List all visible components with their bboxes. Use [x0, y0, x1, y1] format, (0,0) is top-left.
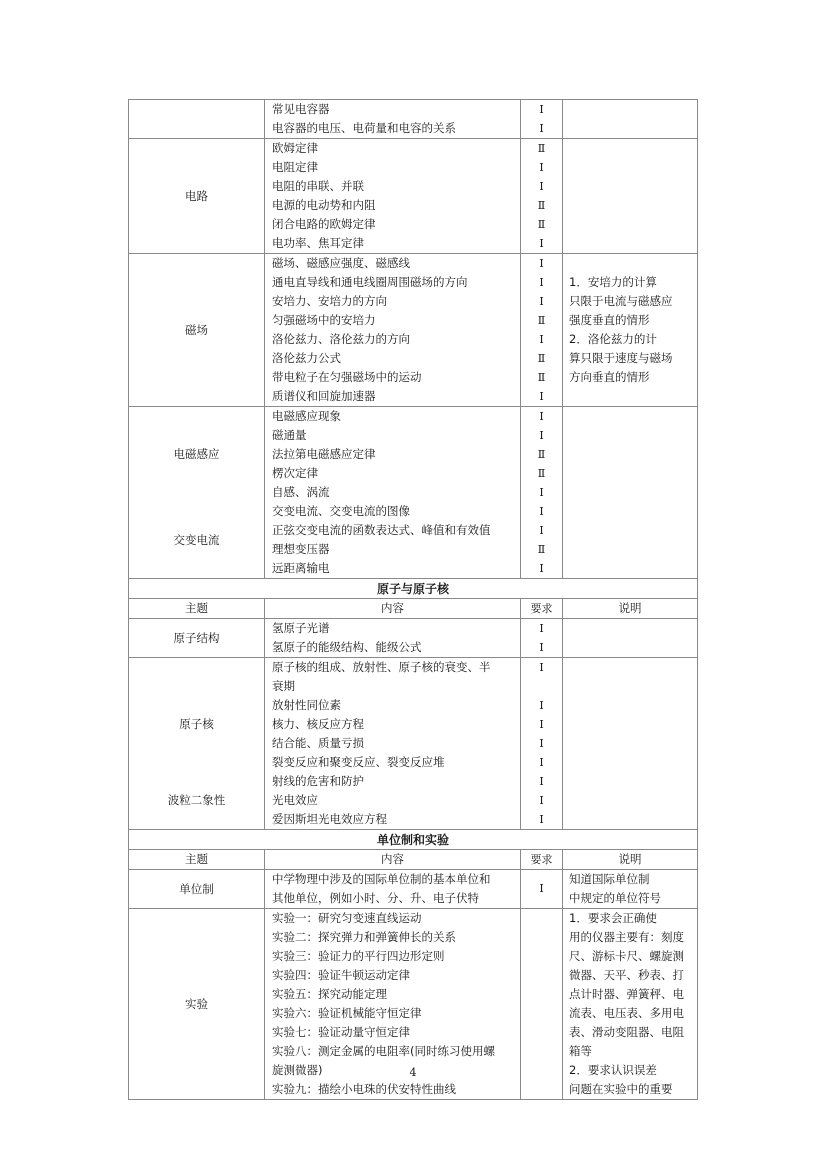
- content-item: 电阻的串联、并联: [272, 179, 364, 193]
- content-item: 实验五：探究动能定理: [272, 987, 387, 1001]
- level-item: Ⅰ: [539, 103, 544, 116]
- header-note: 说明: [618, 601, 642, 615]
- note-line: 算只限于速度与磁场: [569, 351, 673, 365]
- content-item: 带电粒子在匀强磁场中的运动: [272, 370, 422, 384]
- content-item: 法拉第电磁感应定律: [272, 447, 376, 461]
- header-note: 说明: [618, 852, 642, 866]
- note-line: 2．要求认识误差: [569, 1063, 657, 1077]
- level-item: Ⅱ: [537, 142, 546, 155]
- topic-label: 实验: [185, 996, 208, 1011]
- topic-cell: [129, 139, 265, 253]
- note-line: 表、滑动变阻器、电阻: [569, 1025, 684, 1039]
- level-item: Ⅰ: [539, 257, 544, 270]
- note-line: 流表、电压表、多用电: [569, 1006, 684, 1020]
- content-item: 远距离输电: [272, 561, 330, 575]
- level-item: Ⅱ: [537, 467, 546, 480]
- table-row: [128, 253, 698, 406]
- content-item: 磁场、磁感应强度、磁感线: [272, 256, 410, 270]
- topic-cell: [129, 870, 265, 908]
- level-cell: [521, 619, 563, 657]
- level-item: Ⅰ: [539, 180, 544, 193]
- level-item: Ⅱ: [537, 352, 546, 365]
- content-item: 放射性同位素: [272, 698, 341, 712]
- content-item: 射线的危害和防护: [272, 774, 364, 788]
- level-item: Ⅰ: [539, 775, 544, 788]
- note-line: 微器、天平、秒表、打: [569, 968, 684, 982]
- content-item: 实验一：研究匀变速直线运动: [272, 911, 422, 925]
- content-item: 匀强磁场中的安培力: [272, 313, 376, 327]
- header-level: 要求: [530, 602, 553, 615]
- content-cell: [265, 254, 521, 406]
- level-item: Ⅰ: [539, 756, 544, 769]
- note-cell: [563, 139, 697, 253]
- content-cell: [265, 870, 521, 908]
- topic-label: 电路: [185, 188, 208, 203]
- table-row: [128, 869, 698, 908]
- topic-label: 交变电流: [173, 532, 220, 547]
- header-content-cell: [265, 850, 521, 869]
- section-title: 单位制和实验: [128, 829, 698, 849]
- content-item: 实验三：验证力的平行四边形定则: [272, 949, 445, 963]
- content-cell: [265, 139, 521, 253]
- content-item: 原子核的组成、放射性、原子核的衰变、半: [272, 660, 491, 674]
- content-item: 实验二：探究弹力和弹簧伸长的关系: [272, 930, 456, 944]
- note-cell: [563, 254, 697, 406]
- level-item: Ⅰ: [539, 161, 544, 174]
- note-line: 箱等: [569, 1044, 592, 1058]
- level-cell: [521, 139, 563, 253]
- content-item: 交变电流、交变电流的图像: [272, 504, 410, 518]
- table-row: [128, 99, 698, 138]
- page-number: 4: [409, 1066, 417, 1079]
- level-item: Ⅰ: [539, 122, 544, 135]
- level-item: Ⅰ: [539, 486, 544, 499]
- note-line: 知道国际单位制: [569, 872, 650, 886]
- note-spacer: [563, 254, 697, 273]
- topic-cell: [129, 254, 265, 406]
- topic-label: 原子核: [179, 717, 214, 731]
- level-item: Ⅰ: [539, 295, 544, 308]
- level-item: Ⅰ: [539, 276, 544, 289]
- topic-cell: [129, 658, 265, 829]
- content-item: 裂变反应和聚变反应、裂变反应堆: [272, 755, 445, 769]
- table-row: [128, 618, 698, 657]
- level-item: Ⅱ: [537, 448, 546, 461]
- topic-label: 电磁感应: [173, 447, 220, 461]
- table-row: [128, 657, 698, 829]
- level-item: Ⅰ: [539, 410, 544, 423]
- note-line: 只限于电流与磁感应: [569, 294, 673, 308]
- content-item: 爱因斯坦光电效应方程: [272, 812, 387, 826]
- topic-label: 原子结构: [173, 630, 220, 645]
- header-topic: 主题: [185, 852, 208, 866]
- note-line: 问题在实验中的重要: [569, 1082, 673, 1096]
- level-item: Ⅰ: [539, 333, 544, 346]
- level-item: Ⅰ: [539, 429, 544, 442]
- content-item: 常见电容器: [272, 102, 330, 116]
- content-item: 旋测微器): [272, 1063, 323, 1077]
- level-item: Ⅱ: [537, 218, 546, 231]
- content-item: 磁通量: [272, 428, 307, 442]
- note-line: 1．安培力的计算: [569, 275, 657, 289]
- level-item: Ⅰ: [539, 737, 544, 750]
- note-line: 尺、游标卡尺、螺旋测: [569, 949, 684, 963]
- level-item: Ⅰ: [539, 882, 544, 895]
- note-line: 1．要求会正确使: [569, 911, 657, 925]
- level-cell: [521, 658, 563, 829]
- level-item: Ⅰ: [539, 622, 544, 635]
- level-item: Ⅰ: [539, 699, 544, 712]
- content-item: 楞次定律: [272, 466, 318, 480]
- note-line: 2．洛伦兹力的计: [569, 332, 657, 346]
- content-item: 电功率、焦耳定律: [272, 236, 364, 250]
- content-item: 实验六：验证机械能守恒定律: [272, 1006, 422, 1020]
- content-item: 结合能、质量亏损: [272, 736, 364, 750]
- table-row: [128, 138, 698, 253]
- topic-label: 波粒二象性: [167, 793, 226, 807]
- header-level: 要求: [530, 853, 553, 866]
- level-cell: [521, 407, 563, 578]
- header-level-cell: [521, 850, 563, 869]
- content-item: 其他单位，例如小时、分、升、电子伏特: [272, 891, 479, 905]
- level-item: Ⅱ: [537, 371, 546, 384]
- header-note-cell: [563, 599, 697, 618]
- content-item: 洛伦兹力公式: [272, 351, 341, 365]
- syllabus-table: [128, 99, 698, 1100]
- content-cell: [265, 619, 521, 657]
- level-item: Ⅰ: [539, 562, 544, 575]
- content-item: 欧姆定律: [272, 141, 318, 155]
- content-item: 闭合电路的欧姆定律: [272, 217, 376, 231]
- content-item: 电源的电动势和内阻: [272, 198, 376, 212]
- content-cell: [265, 407, 521, 578]
- content-item: 理想变压器: [272, 542, 330, 556]
- content-item: 实验九：描绘小电珠的伏安特性曲线: [272, 1082, 456, 1096]
- section-title: 原子与原子核: [128, 578, 698, 598]
- content-item: 电阻定律: [272, 160, 318, 174]
- content-item: 电容器的电压、电荷量和电容的关系: [272, 121, 456, 135]
- content-cell: [265, 658, 521, 829]
- content-item: 实验七：验证动量守恒定律: [272, 1025, 410, 1039]
- header-topic-cell: [129, 850, 265, 869]
- topic-label: 单位制: [179, 881, 214, 896]
- header-topic-cell: [129, 599, 265, 618]
- note-line: 点计时器、弹簧秤、电: [569, 987, 684, 1001]
- header-topic: 主题: [185, 601, 208, 615]
- level-item: Ⅰ: [539, 794, 544, 807]
- content-item: 中学物理中涉及的国际单位制的基本单位和: [272, 872, 491, 886]
- topic-cell: [129, 619, 265, 657]
- content-item: 通电直导线和通电线圈周围磁场的方向: [272, 275, 468, 289]
- note-line: 方向垂直的情形: [569, 370, 650, 384]
- note-cell: [563, 407, 697, 578]
- topic-label: 磁场: [185, 322, 208, 337]
- topic-cell: [129, 407, 265, 578]
- level-item: Ⅱ: [537, 543, 546, 556]
- table-header-row: [128, 598, 698, 618]
- header-note-cell: [563, 850, 697, 869]
- content-cell: [265, 100, 521, 138]
- level-item: Ⅰ: [539, 390, 544, 403]
- level-item: Ⅰ: [539, 641, 544, 654]
- level-cell: [521, 100, 563, 138]
- header-level-cell: [521, 599, 563, 618]
- level-item: Ⅰ: [539, 661, 544, 674]
- content-item: 自感、涡流: [272, 485, 330, 499]
- table-header-row: [128, 849, 698, 869]
- content-item: 洛伦兹力、洛伦兹力的方向: [272, 332, 410, 346]
- header-content: 内容: [381, 852, 404, 866]
- content-item: 正弦交变电流的函数表达式、峰值和有效值: [272, 523, 491, 537]
- level-item: Ⅰ: [539, 505, 544, 518]
- level-item: Ⅱ: [537, 314, 546, 327]
- note-cell: [563, 870, 697, 908]
- level-cell: [521, 870, 563, 908]
- content-item: 实验四：验证牛顿运动定律: [272, 968, 410, 982]
- header-content-cell: [265, 599, 521, 618]
- level-item: Ⅰ: [539, 813, 544, 826]
- note-cell: [563, 619, 697, 657]
- level-item: Ⅰ: [539, 718, 544, 731]
- content-item: 氢原子光谱: [272, 621, 330, 635]
- header-content: 内容: [381, 601, 404, 615]
- note-line: 中规定的单位符号: [569, 891, 661, 905]
- note-line: 用的仪器主要有：刻度: [569, 930, 684, 944]
- level-item: [521, 677, 562, 696]
- level-cell: [521, 254, 563, 406]
- topic-cell: [129, 100, 265, 138]
- level-item: Ⅰ: [539, 237, 544, 250]
- content-item: 实验八：测定金属的电阻率(同时练习使用螺: [272, 1044, 495, 1058]
- note-cell: [563, 100, 697, 138]
- content-item: 安培力、安培力的方向: [272, 294, 387, 308]
- table-row: [128, 406, 698, 578]
- level-item: Ⅰ: [539, 524, 544, 537]
- content-item: 衰期: [272, 679, 295, 693]
- content-item: 质谱仪和回旋加速器: [272, 389, 376, 403]
- content-item: 氢原子的能级结构、能级公式: [272, 640, 422, 654]
- note-cell: [563, 658, 697, 829]
- level-item: Ⅱ: [537, 199, 546, 212]
- note-line: 强度垂直的情形: [569, 313, 650, 327]
- content-item: 核力、核反应方程: [272, 717, 364, 731]
- content-item: 电磁感应现象: [272, 409, 341, 423]
- content-item: 光电效应: [272, 793, 318, 807]
